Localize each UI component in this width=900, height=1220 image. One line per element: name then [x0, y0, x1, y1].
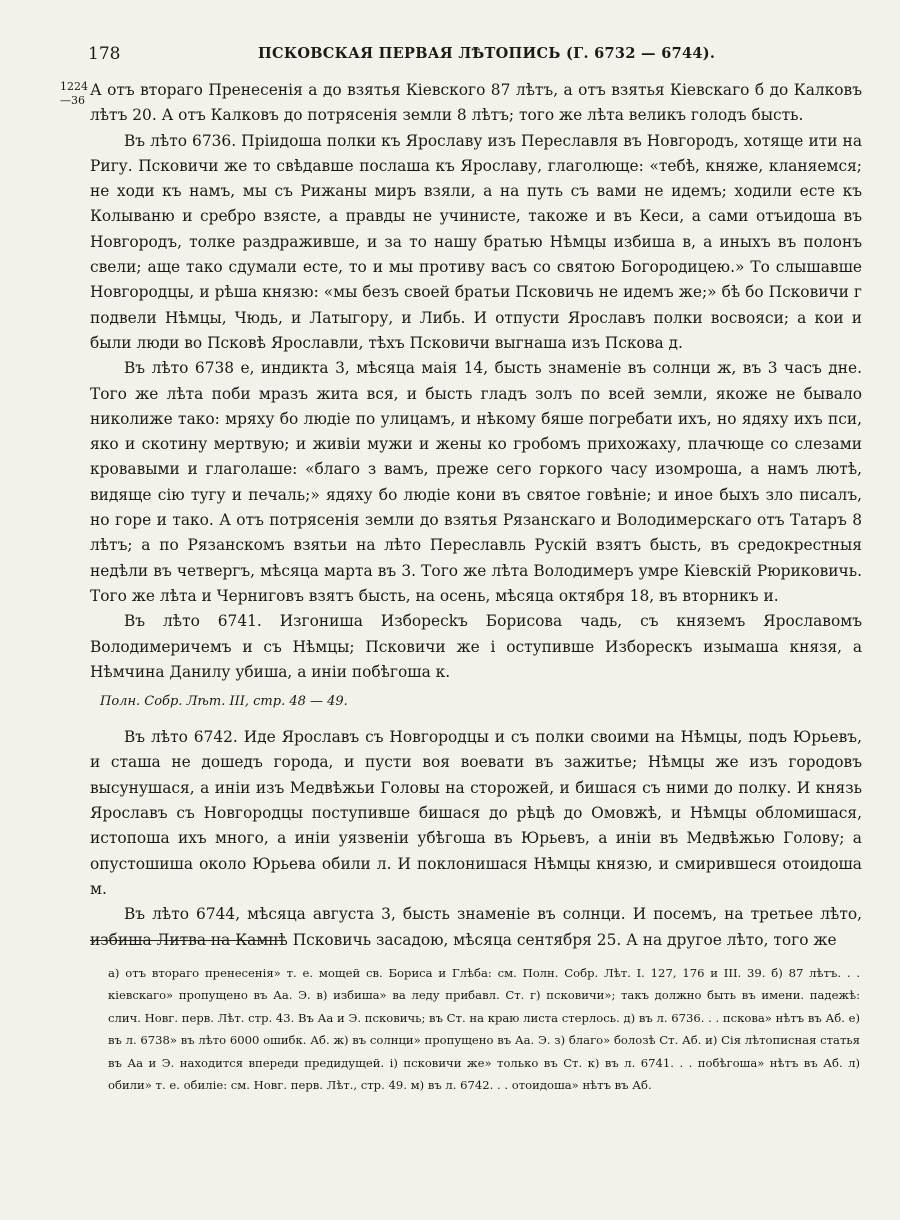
footnotes	[108, 962, 860, 1096]
margin-year-range: 1224 —36	[60, 80, 88, 107]
paragraph-6: Въ лѣто 6744, мѣсяца августа 3, бысть знаменіе въ солнци. И посемъ, на третьее лѣто, избиша Литва на Камнѣ Псковичь засадою, мѣсяца сентября 25. А на другое лѣто, того же	[90, 905, 862, 949]
paragraph-3: Въ лѣто 6738 е, индикта 3, мѣсяца маія 14, бысть знаменіе въ солнци ж, въ 3 часъ дне. Того же лѣта поби мразъ жита вся, и бысть гладъ золъ по всей земли, якоже не бывало николиже тако: мряху бо людіе по улицамъ, и нѣкому бяше погребати ихъ, но ядяху ихъ пси, яко и скотину мертвую; и живіи мужи и жены ко гробомъ прихожаху, плачюще со слезами кровавыми и глаголаше: «благо з вамъ, преже сего горкого часу изомроша, а намъ лютѣ, видяще сію тугу и печаль;» ядяху бо людіе кони въ святое говѣніе; и иное быхъ зло писалъ, но горе и тако. А отъ потрясенія земли до взятья Рязанскаго и Володимерскаго отъ Татаръ 8 лѣтъ; а по Рязанскомъ взятьи на лѣто Переславль Рускій взятъ бысть, въ средокрестныя недѣли въ четвергъ, мѣсяца марта въ 3. Того же лѣта Володимеръ умре Кіевскій Рюриковичь. Того же лѣта и Черниговъ взятъ бысть, на осень, мѣсяца октября 18, въ вторникъ и.	[90, 359, 862, 605]
source-reference: Полн. Собр. Лѣт. III, стр. 48 — 49.	[100, 694, 348, 710]
footnote-separator	[90, 940, 286, 941]
footnotes-text: а) отъ втораго пренесенія» т. е. мощей св. Бориса и Глѣба: см. Полн. Собр. Лѣт. I. 127, 176 и III. 39. б) 87 лѣтъ. . . кіевскаго» пропущено въ Аа. Э. в) избиша» ва леду прибавл. Ст. г) псковичи»; такъ должно быть въ имени. падежѣ: слич. Новг. перв. Лѣт. стр. 43. Въ Аа и Э. псковичь; въ Ст. на краю листа стерлось. д) въ л. 6736. . . пскова» нѣтъ въ Аб. е) въ л. 6738» въ лѣто 6000 ошибк. Аб. ж) въ солнци» пропущено въ Аа. Э. з) благо» болозѣ Ст. Аб. и) Сія лѣтописная статья въ Аа и Э. находится впереди предидущей. і) псковичи же» только въ Ст. к) въ л. 6741. . . побѣгоша» нѣтъ въ Аб. л) обили» т. е. обиліе: см. Новг. перв. Лѣт., стр. 49. м) въ л. 6742. . . отоидоша» нѣтъ въ Аб.	[108, 966, 860, 1093]
running-title: ПСКОВСКАЯ ПЕРВАЯ ЛѢТОПИСЬ (Г. 6732 — 6744).	[258, 45, 716, 62]
paragraph-5: Въ лѣто 6742. Иде Ярославъ съ Новгородцы и съ полки своими на Нѣмцы, подъ Юрьевъ, и сташа не дошедъ города, и пусти воя воевати въ зажитье; Нѣмцы же изъ городовъ высунушася, а иніи изъ Медвѣжьи Головы на сторожей, и бишася съ ними до полку. И князь Ярославъ съ Новгородцы поступивше бишася до рѣцѣ до Омовжѣ, и Нѣмцы обломишася, истопоша ихъ много, а иніи уязвеніи убѣгоша въ Юрьевъ, а иніи въ Медвѣжью Голову; а опустошиша около Юрьева обили л. И поклонишася Нѣмцы князю, и смирившеся отоидоша м.	[90, 728, 862, 898]
paragraph-4: Въ лѣто 6741. Изгониша Избореckъ Борисова чадь, съ княземъ Ярославомъ Володимеричемъ и съ Нѣмцы; Псковичи же і оступивше Изборескъ изымаша князя, а Нѣмчина Данилу убиша, а иніи побѣгоша к.	[90, 612, 862, 681]
paragraph-2: Въ лѣто 6736. Пріидоша полки къ Ярославу изъ Переславля въ Новгородъ, хотяще ити на Ригу. Псковичи же то свѣдавше послаша къ Ярославу, глаголюще: «тебѣ, княже, кланяемся; не ходи къ намъ, мы съ Рижаны миръ взяли, а на путь съ вами не идемъ; ходили есте къ Колываню и сребро взясте, а правды не учинисте, такоже и въ Кеси, а сами отъидоша въ Новгородъ, толке раздраживше, и за то нашу братью Нѣмцы избиша в, а иныхъ въ полонъ свели; аще тако сдумали есте, то и мы противу васъ со святою Богородицею.» То слышавше Новгородцы, и рѣша князю: «мы безъ своей братьи Псковичь не идемъ же;» бѣ бо Псковичи г подвели Нѣмцы, Чюдь, и Латыгору, и Либь. И отпусти Ярославъ полки восвояси; а кои и были люди во Псковѣ Ярославли, тѣхъ Псковичи выгнаша изъ Пскова д.	[90, 131, 862, 352]
page-number: 178	[88, 44, 121, 64]
page-header	[88, 44, 860, 68]
paragraph-1: А отъ втораго Пренесенія а до взятья Кіевского 87 лѣтъ, а отъ взятья Кіевскаго б до Калковъ лѣтъ 20. А отъ Калковъ до потрясенія земли 8 лѣтъ; того же лѣта великъ голодъ бысть.	[90, 81, 862, 125]
chronicle-text	[90, 78, 862, 953]
